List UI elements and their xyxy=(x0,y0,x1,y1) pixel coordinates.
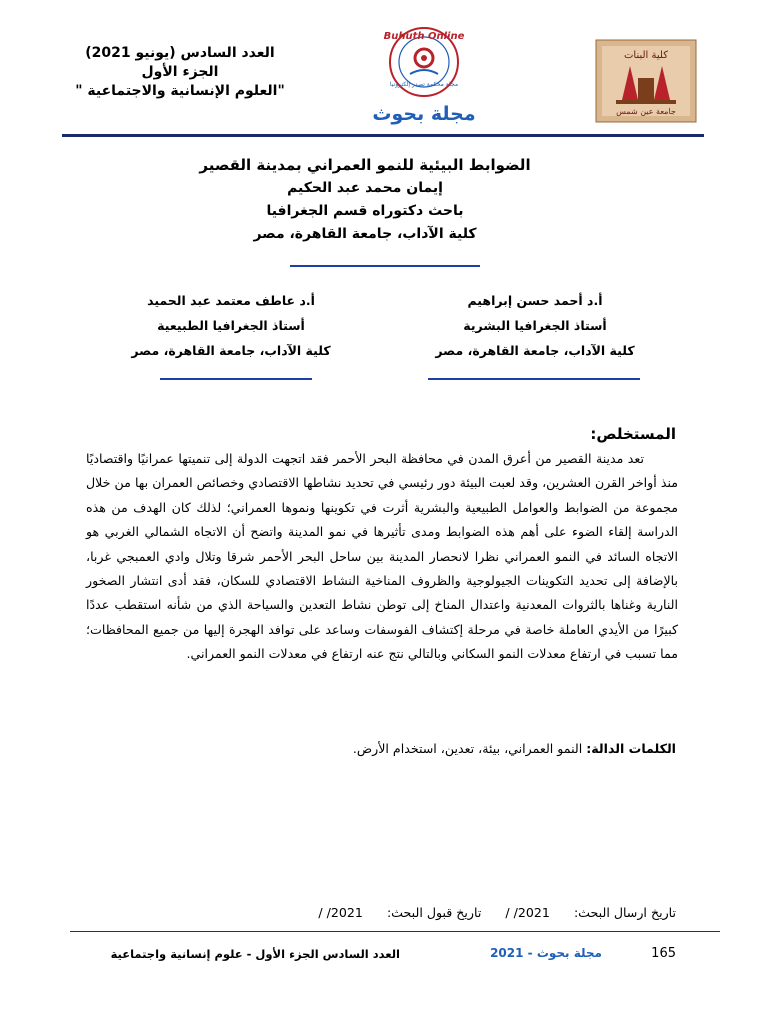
accepted-date-value: / /2021 xyxy=(318,905,363,920)
author-role: باحث دكتوراه قسم الجغرافيا xyxy=(266,203,464,219)
keywords-label: الكلمات الدالة: xyxy=(586,741,676,756)
supervisor-2-title: أستاذ الجغرافيا الطبيعية xyxy=(157,318,305,333)
issue-section: "العلوم الإنسانية والاجتماعية " xyxy=(75,83,285,99)
header-divider xyxy=(62,134,704,137)
supervisor-1-title: أستاذ الجغرافيا البشرية xyxy=(463,318,607,333)
issue-number: العدد السادس (يونيو 2021) xyxy=(85,45,275,61)
faculty-logo-subtitle: جامعة عين شمس xyxy=(616,107,676,116)
faculty-logo xyxy=(592,38,700,124)
footer-journal: مجلة بحوث - 2021 xyxy=(490,946,602,960)
abstract-heading: المستخلص: xyxy=(590,425,676,443)
title-underline xyxy=(290,265,480,267)
supervisor-1-underline xyxy=(428,378,640,380)
supervisor-2-affiliation: كلية الآداب، جامعة القاهرة، مصر xyxy=(131,343,331,358)
sent-date-label: تاريخ ارسال البحث: xyxy=(573,905,676,920)
article-title-block xyxy=(150,154,580,246)
accepted-date-label: تاريخ قبول البحث: xyxy=(386,905,482,920)
logo-wordmark: Buhuth Online xyxy=(383,31,465,42)
keywords-value: النمو العمراني، بيئة، تعدين، استخدام الأرض. xyxy=(352,741,583,756)
author-name: إيمان محمد عبد الحكيم xyxy=(287,180,443,196)
footer-issue: العدد السادس الجزء الأول - علوم إنسانية واجتماعية xyxy=(110,947,400,961)
abstract-paragraph: تعد مدينة القصير من أعرق المدن في محافظة البحر الأحمر فقد اتجهت الدولة إلى تنميتها عمرانيًا واقتصاديًا منذ أواخر القرن العشرين، وقد لعبت البيئة دور رئيسي في تحديد نشاطها الاقتصادي وخصائص العمران بها من خلال مجموعة من الضوابط والعوامل الطبيعية والبشرية أثرت في تكوينها ونموها العمراني؛ لذلك كان الهدف من هذه الدراسة إلقاء الضوء على أهم هذه الضوابط ومدى تأثيرها في نمو المدينة واتضح أن الاتجاه الشمالي الغربي هو الاتجاه السائد في النمو العمراني نظرا لانحصار المدينة بين ساحل البحر الأحمر شرقا وتلال وادي العمبجي غربا، بالإضافة إلى تحديد التكوينات الجيولوجية والظروف المناخية النشاط الاقتصادي للسكان، فقد أدى انتشار الصخور النارية وغناها بالثروات المعدنية واعتدال المناخ إلى توطن نشاط التعدين والسياحة الذي من شأنه استقطب عددًا كبيرًا من الأيدي العاملة خاصة في مرحلة إكتشاف الفوسفات وساعد على توافد الهجرة إليها من جميع المحافظات؛ مما تسبب في ارتفاع معدلات النمو السكاني وبالتالي نتج عنه ارتفاع في معدلات النمو العمراني. xyxy=(86,451,678,662)
article-title: الضوابط البيئية للنمو العمراني بمدينة القصير xyxy=(199,156,531,174)
supervisor-2-underline xyxy=(160,378,312,380)
logo-subtitle: مجلة محكمة تصدر إلكترونيا xyxy=(389,81,459,88)
journal-title: مجلة بحوث xyxy=(372,103,476,125)
footer-divider xyxy=(70,931,720,932)
faculty-logo-title: كلية البنات xyxy=(624,50,668,61)
supervisor-1-affiliation: كلية الآداب، جامعة القاهرة، مصر xyxy=(435,343,635,358)
supervisor-1 xyxy=(430,288,640,363)
abstract-body xyxy=(86,447,678,667)
sent-date-value: / /2021 xyxy=(505,905,550,920)
journal-logo xyxy=(368,22,480,126)
supervisor-2-name: أ.د عاطف معتمد عبد الحميد xyxy=(147,293,315,308)
supervisor-2 xyxy=(126,288,336,363)
page-number: 165 xyxy=(651,946,676,961)
keywords xyxy=(353,741,676,756)
submission-dates xyxy=(298,905,676,920)
issue-info xyxy=(60,44,300,101)
issue-part: الجزء الأول xyxy=(141,64,219,80)
author-affiliation: كلية الآداب، جامعة القاهرة، مصر xyxy=(253,226,477,242)
supervisor-1-name: أ.د أحمد حسن إبراهيم xyxy=(467,293,603,308)
